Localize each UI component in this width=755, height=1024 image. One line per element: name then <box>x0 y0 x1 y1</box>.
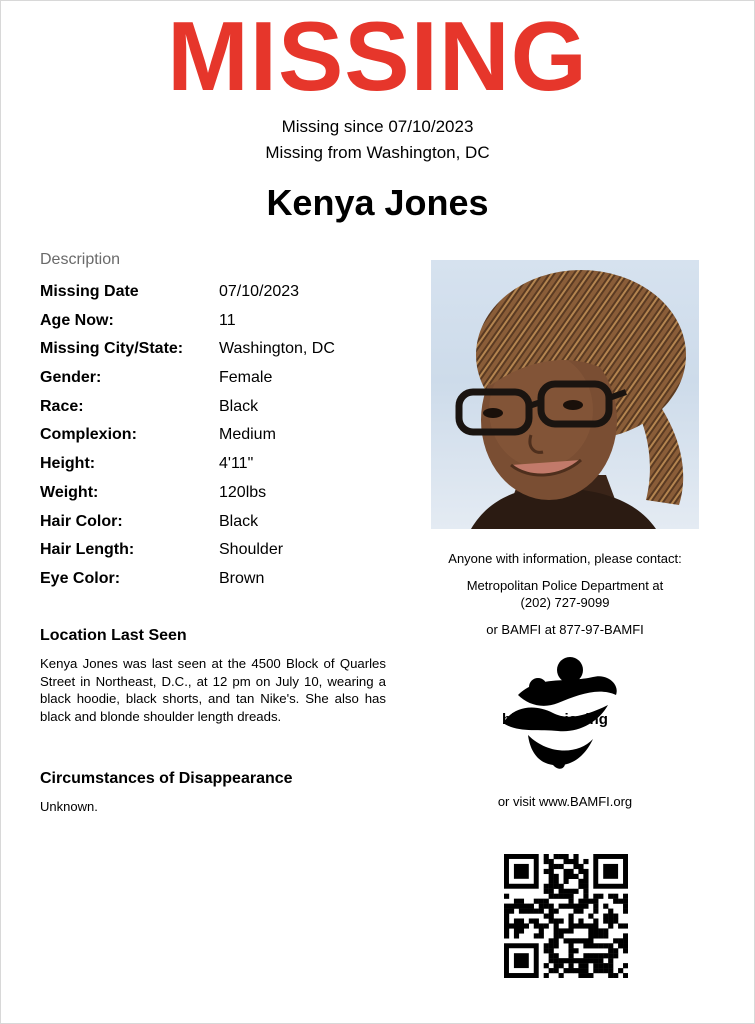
contact-police-phone: (202) 727-9099 <box>520 595 610 610</box>
missing-since: Missing since 07/10/2023 <box>281 117 474 136</box>
contact-police-name: Metropolitan Police Department at <box>466 578 664 593</box>
detail-value: Washington, DC <box>219 340 335 358</box>
contact-police <box>400 577 730 611</box>
location-text: Kenya Jones was last seen at the 4500 Block of Quarles Street in Northeast, D.C., at 12 pm on July 10, wearing a black hoodie, black shorts, and tan Nike's. She also has black and blonde shoulder length dreads. <box>40 656 386 724</box>
detail-label: Eye Color: <box>40 569 121 587</box>
detail-label: Height: <box>40 455 96 473</box>
contact-intro: Anyone with information, please contact: <box>448 551 682 566</box>
qr-code-icon <box>504 854 628 978</box>
detail-value: 07/10/2023 <box>219 283 300 300</box>
detail-label: Weight: <box>40 483 99 501</box>
detail-label: Missing City/State: <box>40 340 184 358</box>
detail-value: 4'11" <box>219 455 254 473</box>
detail-label: Hair Color: <box>40 512 123 530</box>
visit-website: or visit www.BAMFI.org <box>497 794 633 809</box>
detail-label: Gender: <box>40 369 102 387</box>
black-and-missing-logo <box>498 655 628 773</box>
logo-text: black&missing <box>502 711 608 728</box>
detail-value: Female <box>219 369 273 387</box>
missing-headline: MISSING <box>167 1 588 111</box>
logo-figures-icon <box>498 655 628 773</box>
detail-label: Hair Length: <box>40 541 135 559</box>
detail-value: Brown <box>219 569 265 587</box>
detail-label: Complexion: <box>40 426 137 444</box>
circumstances-text: Unknown. <box>40 799 98 814</box>
person-photo <box>431 260 699 529</box>
portrait-illustration <box>431 260 699 529</box>
description-heading: Description <box>40 251 121 268</box>
detail-label: Age Now: <box>40 311 114 329</box>
detail-label: Race: <box>40 397 84 415</box>
detail-value: Shoulder <box>219 541 284 559</box>
missing-from: Missing from Washington, DC <box>265 143 490 162</box>
detail-value: Medium <box>219 426 276 444</box>
contact-bamfi: or BAMFI at 877-97-BAMFI <box>486 622 644 637</box>
detail-label: Missing Date <box>40 283 139 300</box>
detail-value: Black <box>219 397 259 415</box>
detail-value: 120lbs <box>219 483 267 501</box>
person-name: Kenya Jones <box>266 182 489 223</box>
circumstances-title: Circumstances of Disappearance <box>40 770 293 787</box>
qr-code[interactable] <box>504 854 628 978</box>
location-title: Location Last Seen <box>40 627 187 644</box>
detail-value: Black <box>219 512 259 530</box>
detail-value: 11 <box>219 311 236 329</box>
